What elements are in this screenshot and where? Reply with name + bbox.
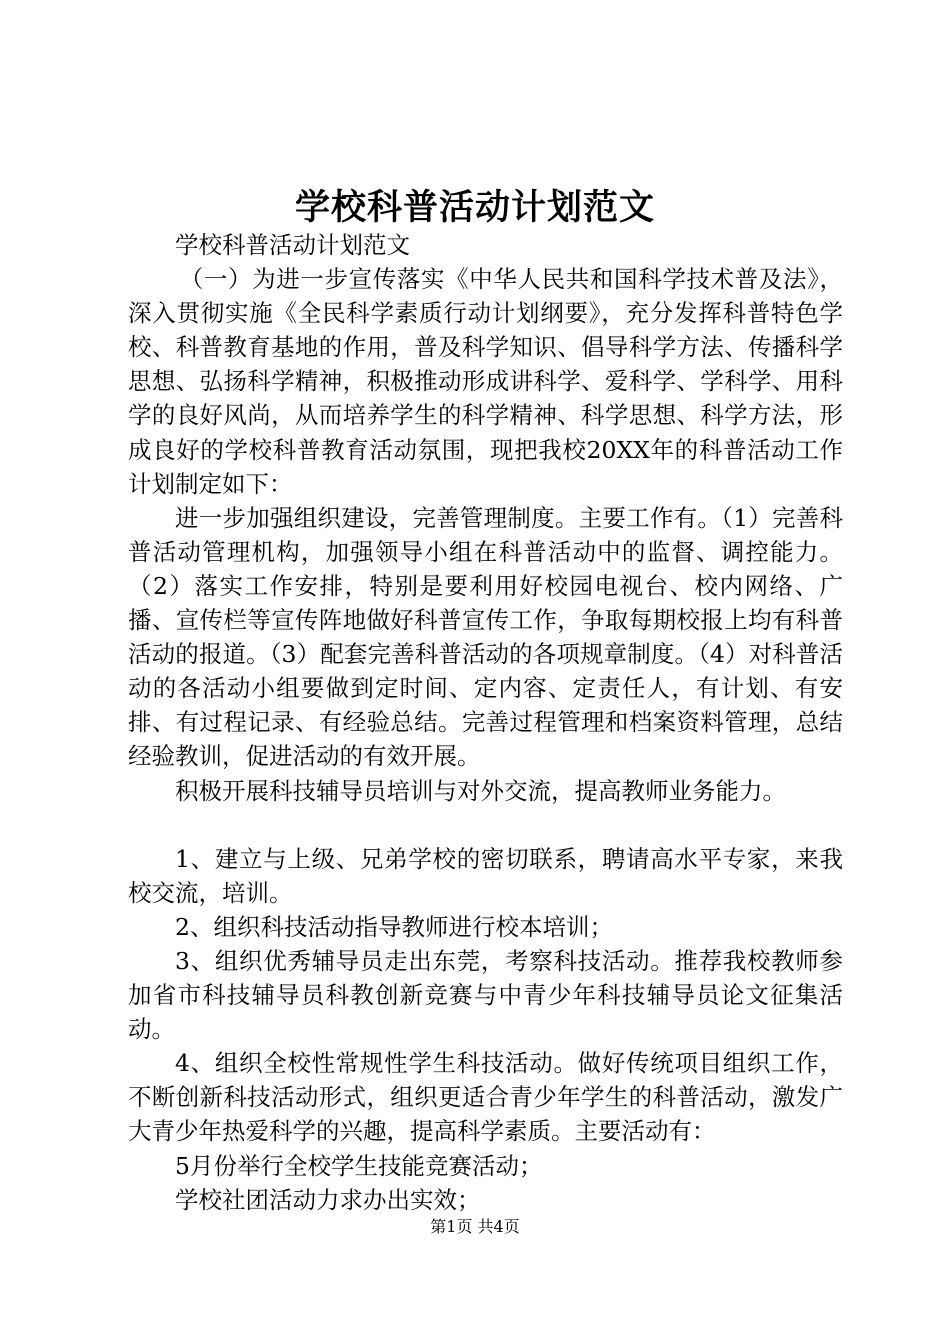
paragraph-training-heading: 积极开展科技辅导员培训与对外交流，提高教师业务能力。 <box>175 776 786 805</box>
page-title: 学校科普活动计划范文 <box>294 187 655 228</box>
paragraph-intro: （一）为进一步宣传落实《中华人民共和国科学技术普及法》，深入贯彻实施《全民科学素质行动计划纲要》，充分发挥科普特色学校、科普教育基地的作用，普及科学知识、倡导科学方法、传播科学思想、弘扬科学精神，积极推动形成讲科学、爱科学、学科学、用科学的良好风尚，从而培养学生的科学精神、科学思想、科学方法，形成良好的学校科普教育活动氛围，现把我校20XX年的科普活动工作计划制定如下： <box>128 265 843 498</box>
paragraph-subtitle: 学校科普活动计划范文 <box>175 231 410 259</box>
activity-item-clubs: 学校社团活动力求办出实效； <box>175 1185 481 1214</box>
page-number-footer: 第1页 共4页 <box>430 1217 520 1236</box>
activity-item-may: 5月份举行全校学生技能竞赛活动； <box>175 1151 543 1180</box>
list-item-2: 2、组织科技活动指导教师进行校本培训； <box>175 912 613 941</box>
list-item-3: 3、组织优秀辅导员走出东莞，考察科技活动。推荐我校教师参加省市科技辅导员科教创新竞赛与中青少年科技辅导员论文征集活动。 <box>128 946 843 1044</box>
list-item-4: 4、组织全校性常规性学生科技活动。做好传统项目组织工作，不断创新科技活动形式，组织更适合青少年学生的科普活动，激发广大青少年热爱科学的兴趣，提高科学素质。主要活动有： <box>128 1049 843 1146</box>
document-body <box>128 228 843 1217</box>
list-item-1: 1、建立与上级、兄弟学校的密切联系，聘请高水平专家，来我校交流，培训。 <box>128 844 843 907</box>
paragraph-spacer <box>128 808 843 842</box>
paragraph-organization: 进一步加强组织建设，完善管理制度。主要工作有。（1）完善科普活动管理机构，加强领导小组在科普活动中的监督、调控能力。（2）落实工作安排，特别是要利用好校园电视台、校内网络、广播、宣传栏等宣传阵地做好科普宣传工作，争取每期校报上均有科普活动的报道。（3）配套完善科普活动的各项规章制度。（4）对科普活动的各活动小组要做到定时间、定内容、定责任人，有计划、有安排、有过程记录、有经验总结。完善过程管理和档案资料管理，总结经验教训，促进活动的有效开展。 <box>128 503 843 771</box>
